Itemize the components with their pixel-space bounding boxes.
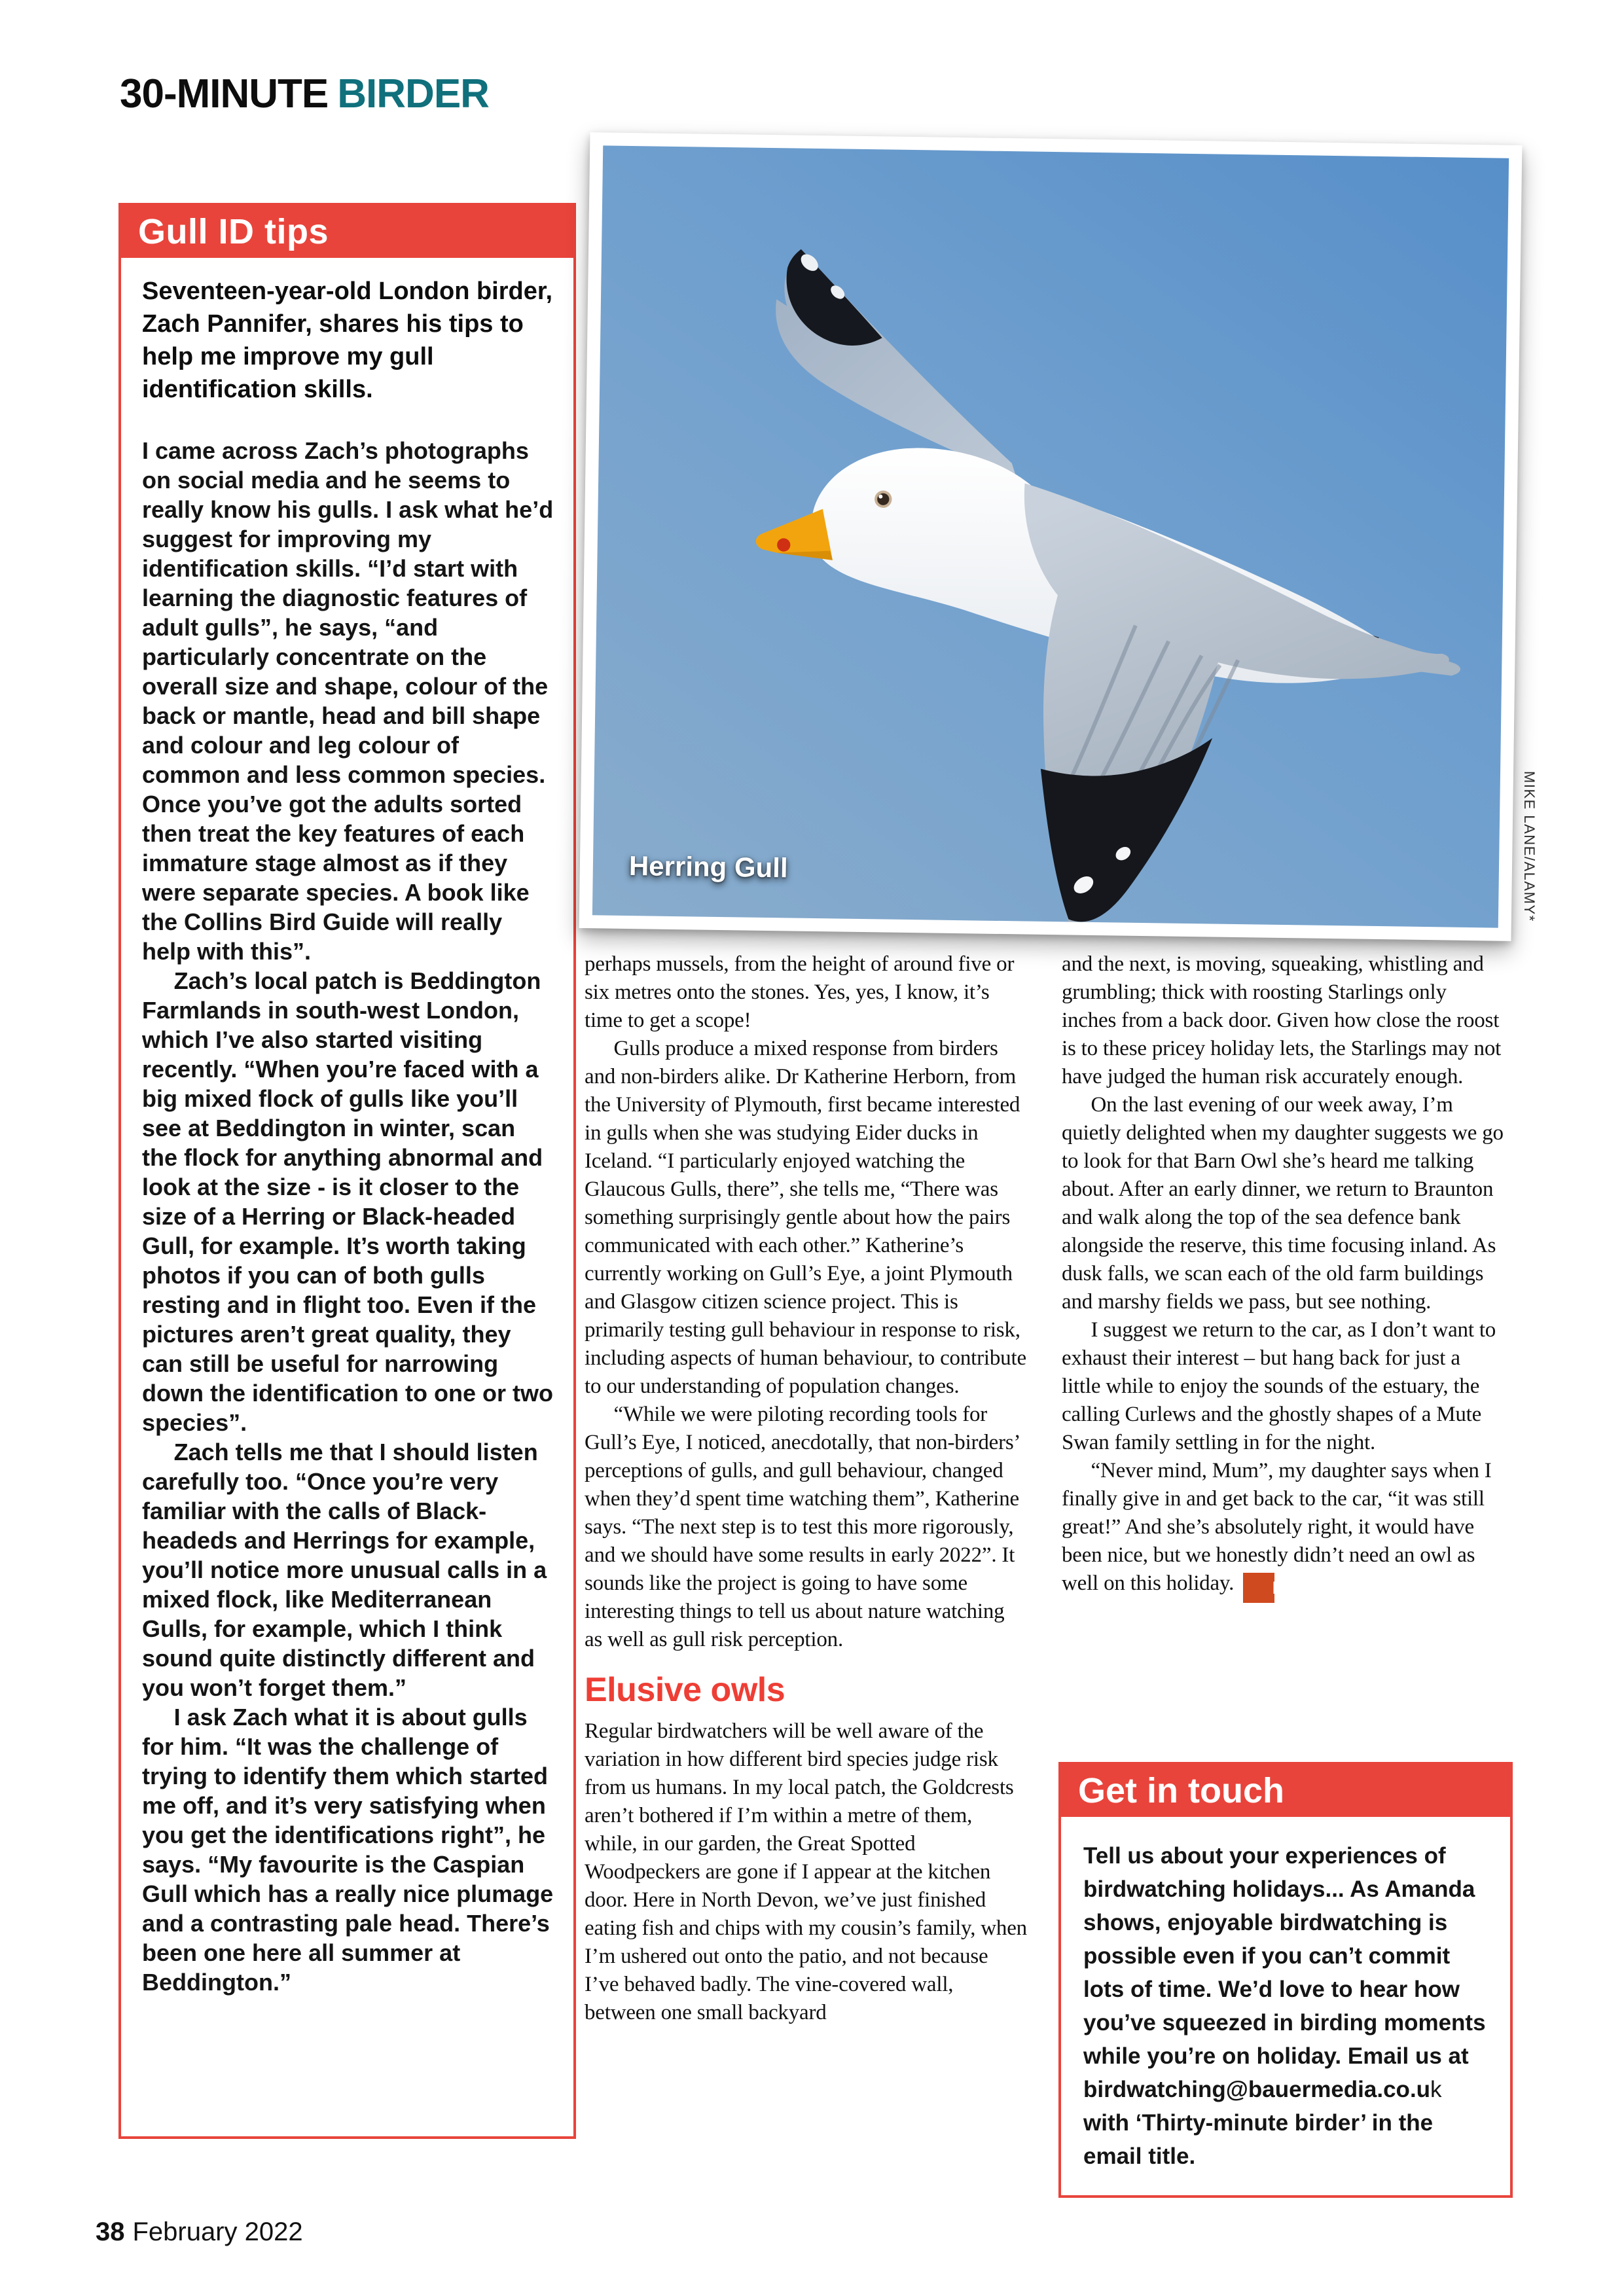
article-paragraph: I suggest we return to the car, as I don’t want to exhaust their interest – but hang back for just a little while to enjoy the sounds of the estuary, the calling Curlews and the ghostly shapes of a Mute Swan family settling in for the night.	[1062, 1318, 1496, 1454]
gull-id-tips-paragraph: I came across Zach’s photographs on social media and he seems to really know his gulls. I ask what he’d suggest for improving my identification skills. “I’d start with learning the diagnostic features of adult gulls”, he says, “and particularly concentrate on the overall size and shape, colour of the back or mantle, head and bill shape and colour and leg colour of common and less common species. Once you’ve got the adults sorted then treat the key features of each immature stage almost as if they were separate species. A book like the Collins Bird Guide will really help with this”.	[142, 437, 554, 965]
section-heading-elusive-owls: Elusive owls	[585, 1671, 785, 1709]
gull-id-tips-body	[121, 258, 573, 1997]
get-in-touch-header-band	[1061, 1765, 1510, 1817]
article-column-right	[1062, 950, 1504, 1603]
gull-id-tips-intro: Seventeen-year-old London birder, Zach Pannifer, shares his tips to help me improve my gull identification skills.	[142, 278, 553, 403]
gull-id-tips-paragraph: Zach’s local patch is Beddington Farmlands in south-west London, which I’ve also started visiting recently. “When you’re faced with a big mixed flock of gulls like you’ll see at Beddington in winter, scan the flock for anything abnormal and look at the size - is it closer to the size of a Herring or Black-headed Gull, for example. It’s worth taking photos if you can of both gulls resting and in flight too. Even if the pictures aren’t great quality, they can still be useful for narrowing down the identification to one or two species”.	[142, 967, 553, 1436]
get-in-touch-text: Tell us about your experiences of birdwatching holidays... As Amanda shows, enjoyable birdwatching is possible even if you can’t commit lots of time. We’d love to hear how you’ve squeezed in birding moments while you’re on holiday. Email us at	[1083, 1843, 1486, 2069]
page-title-accent: BIRDER	[337, 71, 489, 117]
gull-id-tips-header-band	[121, 206, 573, 258]
gull-id-tips-paragraph: Zach tells me that I should listen carefully too. “Once you’re very familiar with the calls of Black-headeds and Herrings for example, you’ll notice more unusual calls in a mixed flock, like Mediterranean Gulls, for example, which I think sound quite distinctly different and you won’t forget them.”	[142, 1439, 547, 1701]
article-paragraph: perhaps mussels, from the height of around five or six metres onto the stones. Yes, yes, I know, it’s time to get a scope!	[585, 952, 1015, 1032]
article-column-middle	[585, 950, 1027, 2027]
page-title-primary: 30-MINUTE	[120, 71, 329, 117]
end-of-article-badge: BW	[1243, 1573, 1274, 1603]
gull-id-tips-box	[118, 203, 576, 2139]
get-in-touch-body	[1061, 1817, 1510, 2195]
page-number: 38	[96, 2217, 125, 2246]
article-paragraph: On the last evening of our week away, I’m quietly delighted when my daughter suggests we go to look for that Barn Owl she’s heard me talking about. After an early dinner, we return to Braunton and walk along the top of the sea defence bank alongside the reserve, this time focusing inland. As dusk falls, we scan each of the old farm buildings and marshy fields we pass, but see nothing.	[1062, 1093, 1504, 1314]
article-paragraph: Regular birdwatchers will be well aware of the variation in how different bird species judge risk from us humans. In my local patch, the Goldcrests aren’t bothered if I’m within a metre of them, while, in our garden, the Great Spotted Woodpeckers are gone if I appear at the kitchen door. Here in North Devon, we’ve just finished eating fish and chips with my cousin’s family, when I’m ushered out onto the patio, and not because I’ve behaved badly. The vine-covered wall, between one small backyard	[585, 1719, 1027, 2024]
contact-email-tail: k	[1430, 2077, 1442, 2102]
page-footer	[96, 2217, 303, 2247]
gull-id-tips-paragraph: I ask Zach what it is about gulls for him. “It was the challenge of trying to identify them which started me off, and it’s very satisfying when you get the identifications right”, he says. “My favourite is the Caspian Gull which has a really nice plumage and a contrasting pale head. There’s been one here all summer at Beddington.”	[142, 1704, 554, 1996]
contact-email: birdwatching@bauermedia.co.u	[1083, 2077, 1431, 2102]
article-paragraph: “While we were piloting recording tools for Gull’s Eye, I noticed, anecdotally, that non-birders’ perceptions of gulls, and gull behaviour, changed when they’d spent time watching them”, Katherine says. “The next step is to test this more rigorously, and we should have some results in early 2022”. It sounds like the project is going to have some interesting things to tell us about nature watching as well as gull risk perception.	[585, 1403, 1019, 1651]
herring-gull-illustration	[592, 145, 1509, 927]
photo-caption: Herring Gull	[628, 850, 788, 884]
photo-credit: MIKE LANE/ALAMY*	[1521, 771, 1538, 922]
issue-date: February 2022	[132, 2217, 303, 2246]
photo-sky-background	[592, 145, 1509, 927]
gull-id-tips-title: Gull ID tips	[138, 212, 329, 251]
article-paragraph: and the next, is moving, squeaking, whistling and grumbling; thick with roosting Starlings only inches from a back door. Given how close the roost is to these pricey holiday lets, the Starlings may not have judged the human risk accurately enough.	[1062, 952, 1502, 1088]
article-paragraph-text: “Never mind, Mum”, my daughter says when I finally give in and get back to the car, “it was still great!” And she’s absolutely right, it would have been nice, but we honestly didn’t need an owl as well on this holiday.	[1062, 1459, 1492, 1595]
herring-gull-photo	[579, 132, 1523, 941]
get-in-touch-text: with ‘Thirty-minute birder’ in the email title.	[1083, 2110, 1434, 2169]
article-paragraph: Gulls produce a mixed response from birders and non-birders alike. Dr Katherine Herborn, from the University of Plymouth, first became interested in gulls when she was studying Eider ducks in Iceland. “I particularly enjoyed watching the Glaucous Gulls, there”, she tells me, “There was something surprisingly gentle about how the pairs communicated with each other.” Katherine’s currently working on Gull’s Eye, a joint Plymouth and Glasgow citizen science project. This is primarily testing gull behaviour in response to risk, including aspects of human behaviour, to contribute to our understanding of population changes.	[585, 1037, 1026, 1398]
get-in-touch-title: Get in touch	[1078, 1771, 1284, 1810]
get-in-touch-box	[1058, 1762, 1513, 2198]
page-title	[120, 71, 489, 117]
article-paragraph	[1062, 1457, 1504, 1603]
